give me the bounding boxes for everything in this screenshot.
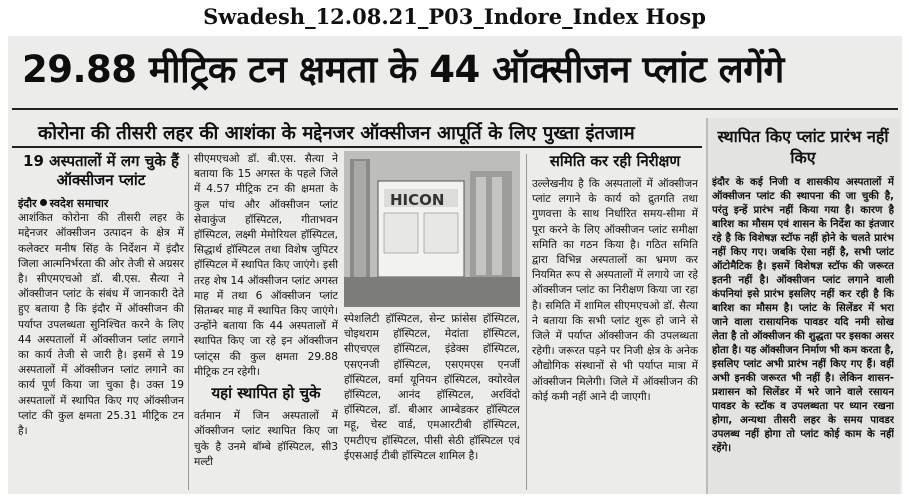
- column-2: [194, 152, 338, 492]
- sidebar-text: इंदौर के कई निजी व शासकीय अस्पतालों में ऑक्सीजन प्लांट की स्थापना की जा चुकी है, परंतु इन्हें प्रारंभ नहीं किया गया है। कारण है बारिश का मौसम एवं शासन के निर्देश का इंतजार रहे है कि विशेषज्ञ स्टॉफ नहीं होने के चलते प्रारंभ नहीं किए गए। जबकि ऐसा नहीं है, सभी प्लांट ऑटोमैटिक है। इसमें विशेषज्ञ स्टॉफ की जरूरत इतनी नहीं है। ऑक्सीजन प्लांट लगाने वाली कंपनियां इसे प्रारंभ इसलिए नहीं कर रही है कि बारिश का मौसम है। प्लांट के सिलेंडर में भरा जाने वाला रासायनिक पावडर यदि नमी सोख लेता है तो ऑक्सीजन की शुद्धता पर इसका असर होता है। यह ऑक्सीजन निर्माण भी कम करता है, इसलिए प्लांट अभी प्रारंभ नहीं किए गए हैं। वहीं अभी इनकी जरूरत भी नहीं है। लेकिन शासन-प्रशासन को सिलेंडर में भरे जाने वाले रसायन पावडर के स्टॉक व उपलब्धता पर ध्यान रखना होगा, अन्यथा तीसरी लहर के समय पावडर उपलब्ध नहीं होगा तो प्लांट कोई काम के नहीं रहेंगे।: [712, 177, 894, 454]
- byline-source: स्वदेश समाचार: [49, 197, 109, 210]
- column-2-text-1: सीएमएचओ डॉ. बी.एस. सैत्या ने बताया कि 15 अगस्त के पहले जिले में 4.57 मीट्रिक टन की क्षमता के कुल पांच और ऑक्सीजन प्लांट सेवाकुंज हॉस्पिटल, गीताभवन हॉस्पिटल, लक्ष्मी मेमोरियल हॉस्पिटल, सिद्धार्थ हॉस्पिटल तथा विशेष जुपिटर हॉस्पिटल में स्थापित किए जाएंगे। इसी तरह शेष 14 ऑक्सीजन प्लांट अगस्त माह में तथा 6 ऑक्सीजन प्लांट सितम्बर माह में स्थापित किए जाएंगे। उन्होंने बताया कि 44 अस्पतालों में स्थापित किए जा रहे इन ऑक्सीजन प्लांट्स की कुल क्षमता 29.88 मीट्रिक टन रहेगी।: [194, 153, 338, 378]
- oxygen-plant-photo: [344, 151, 520, 307]
- subhead-rule: [12, 146, 702, 148]
- column-4: [532, 152, 698, 492]
- byline-dot-icon: [40, 199, 47, 206]
- column-2-subheading: यहां स्थापित हो चुके: [211, 384, 321, 403]
- column-4-heading: समिति कर रही निरीक्षण: [549, 152, 681, 170]
- column-3: [344, 312, 520, 492]
- column-1-text: आशंकित कोरोना की तीसरी लहर के मद्देनजर ऑक्सीजन उत्पादन के क्षेत्र में कलेक्टर मनीष सिंह के निर्देशन में इंदौर जिला आत्मनिर्भरता की ओर तेजी से अग्रसर है। सीएमएचओ डॉ. बी.एस. सैत्या ने ऑक्सीजन प्लांट के संबंध में जानकारी देते हुए बताया है कि इंदौर में ऑक्सीजन की पर्याप्त उपलब्धता सुनिश्चित करने के लिए 44 अस्पतालों में ऑक्सीजन प्लांट लगाने का कार्य तेजी से जारी है। इसमें से 19 अस्पतालों में ऑक्सीजन प्लांट लगाने का कार्य पूर्ण किया जा चुका है। उक्त 19 अस्पतालों में स्थापित किए गए ऑक्सीजन प्लांट की कुल क्षमता 25.31 मीट्रिक टन है।: [18, 212, 184, 438]
- subheadline: कोरोना की तीसरी लहर की आशंका के मद्देनजर ऑक्सीजन आपूर्ति के लिए पुख्ता इंतजाम: [38, 123, 635, 144]
- column-2-text-2: वर्तमान में जिन अस्पतालों में ऑक्सीजन प्लांट स्थापित किए जा चुके है उनमे बॉम्बे हॉस्पिटल, सी3 मल्टी: [194, 410, 338, 468]
- column-3-text: स्पेशलिटी हॉस्पिटल, सेन्ट फ्रांसेस हॉस्पिटल, चोइथराम हॉस्पिटल, मेदांता हॉस्पिटल, सीएचएल हॉस्पिटल, इंडेक्स हॉस्पिटल, एसएनजी हॉस्पिटल, एसएमएस एनर्जी हॉस्पिटल, वर्मा यूनियन हॉस्पिटल, क्योरवेल हॉस्पिटल, आनंद हॉस्पिटल, अरविंदो हॉस्पिटल, डॉ. बीआर आम्बेडकर हॉस्पिटल महू, चेस्ट वार्ड, एमआरटीबी हॉस्पिटल, एमटीएच हॉस्पिटल, पीसी सेठी हॉस्पिटल एवं ईएसआई टीबी हॉस्पिटल शामिल है।: [344, 313, 520, 462]
- newspaper-clipping: [8, 36, 902, 494]
- column-divider: [526, 154, 527, 490]
- column-1-heading: 19 अस्पतालों में लग चुके हैं ऑक्सीजन प्लांट: [23, 152, 179, 189]
- clipping-label: Swadesh_12.08.21_P03_Indore_Index Hosp: [203, 4, 706, 29]
- byline: [18, 196, 184, 211]
- byline-place: इंदौर: [18, 197, 37, 210]
- oxygen-plant-photo-illustration: [344, 151, 520, 307]
- page-headline: 29.88 मीट्रिक टन क्षमता के 44 ऑक्सीजन प्लांट लगेंगे: [22, 48, 784, 91]
- column-1: [18, 152, 184, 492]
- headline-rule: [12, 108, 898, 110]
- column-divider: [188, 154, 189, 490]
- sidebar-heading: स्थापित किए प्लांट प्रारंभ नहीं किए: [717, 127, 889, 167]
- column-4-text: उल्लेखनीय है कि अस्पतालों में ऑक्सीजन प्लांट लगाने के कार्य को द्रुतगति तथा गुणवत्ता के साथ निर्धारित समय-सीमा में पूरा करने के लिए ऑक्सीजन प्लांट समीक्षा समिति का गठन किया है। गठित समिति द्वारा विभिन्न अस्पतालों का भ्रमण कर नियमित रूप से अस्पतालों में लगाये जा रहे ऑक्सीजन प्लांट का निरीक्षण किया जा रहा है। समिति में शामिल सीएमएचओ डॉ. सैत्या ने बताया कि सभी प्लांट शुरू हो जाने से जिले में पर्याप्त ऑक्सीजन की उपलब्धता रहेगी। जरूरत पड़ने पर निजी क्षेत्र के अनेक औद्योगिक संस्थानों से भी पर्याप्त मात्रा में ऑक्सीजन मिलेगी। जिले में ऑक्सीजन की कोई कमी नहीं आने दी जाएगी।: [532, 178, 698, 403]
- photo-caption: HICON: [390, 191, 445, 209]
